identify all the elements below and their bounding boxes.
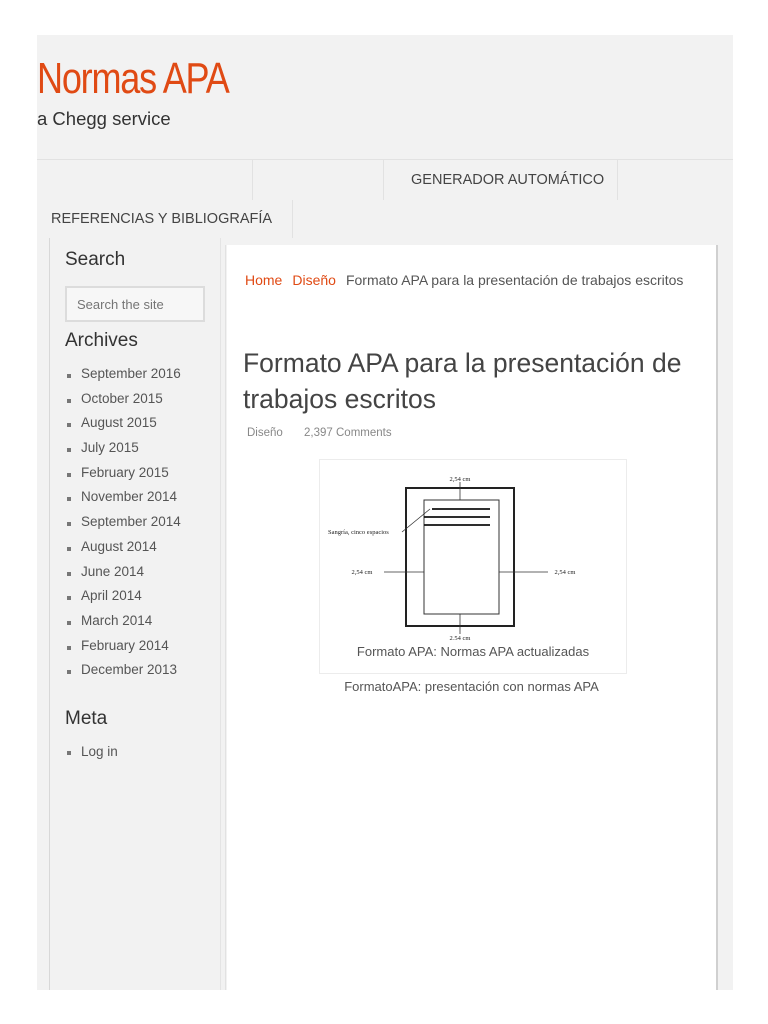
post-meta [243, 427, 392, 439]
page-frame [37, 35, 733, 990]
nav-item-referencias[interactable] [51, 200, 285, 238]
nav-divider [383, 160, 384, 200]
login-link[interactable]: Log in [65, 740, 118, 764]
label-left: 2,54 cm [351, 569, 373, 576]
page-margins-diagram [320, 460, 626, 640]
archive-link[interactable]: July 2015 [65, 436, 181, 461]
breadcrumb-home[interactable] [243, 272, 282, 288]
nav-divider [292, 200, 293, 238]
breadcrumb-current: Formato APA para la presentación de trabajos escritos [345, 272, 684, 288]
label-right: 2,54 cm [554, 569, 576, 576]
archive-link[interactable]: February 2014 [65, 634, 181, 659]
site-logo[interactable]: Normas APA [37, 54, 229, 103]
post-caption: FormatoAPA: presentación con normas APA [344, 679, 599, 694]
archive-link[interactable]: November 2014 [65, 485, 181, 510]
archive-link[interactable]: October 2015 [65, 387, 181, 412]
main-nav [37, 160, 733, 200]
archive-link[interactable]: August 2014 [65, 535, 181, 560]
nav-item-label: GENERADOR AUTOMÁTICO [411, 172, 605, 188]
label-indent: Sangría, cinco espacios [328, 529, 389, 536]
breadcrumb [243, 272, 683, 288]
search-widget-title: Search [65, 249, 126, 270]
nav-divider [617, 160, 618, 200]
archive-link[interactable]: March 2014 [65, 609, 181, 634]
search-form [65, 286, 205, 322]
meta-widget-title: Meta [65, 708, 108, 729]
main-content [227, 245, 718, 990]
search-input[interactable] [67, 288, 177, 320]
archive-link[interactable]: June 2014 [65, 560, 181, 585]
post-category-link[interactable]: Diseño [247, 427, 283, 439]
meta-list [65, 740, 118, 764]
figure-caption: Formato APA: Normas APA actualizadas [356, 644, 590, 659]
archive-link[interactable]: August 2015 [65, 411, 181, 436]
archives-list [65, 362, 181, 683]
site-header [37, 35, 733, 160]
archive-link[interactable]: December 2013 [65, 658, 181, 683]
archive-link[interactable]: February 2015 [65, 461, 181, 486]
sidebar [49, 238, 221, 990]
label-top: 2,54 cm [449, 476, 471, 483]
post-title: Formato APA para la presentación de trabajos escritos [243, 348, 682, 414]
archive-link[interactable]: September 2016 [65, 362, 181, 387]
archive-link[interactable]: September 2014 [65, 510, 181, 535]
site-tagline: a Chegg service [37, 108, 171, 129]
label-bottom: 2,54 cm [449, 635, 471, 640]
archives-widget-title: Archives [65, 330, 138, 351]
nav-item-generador[interactable] [397, 160, 604, 200]
archive-link[interactable]: April 2014 [65, 584, 181, 609]
nav-item-label: REFERENCIAS Y BIBLIOGRAFÍA [51, 211, 272, 227]
post-figure [319, 459, 627, 674]
post-comments-link[interactable]: 2,397 Comments [304, 427, 392, 439]
nav-divider [252, 160, 253, 200]
breadcrumb-category[interactable]: Diseño [292, 272, 336, 288]
breadcrumb-home-label: Home [245, 272, 283, 288]
sidebar-divider [225, 245, 226, 990]
